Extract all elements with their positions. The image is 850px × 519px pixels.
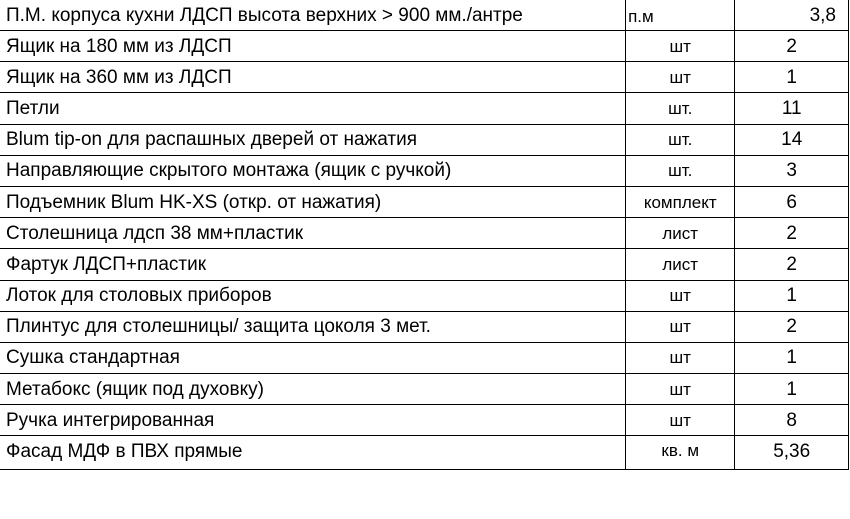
item-unit-cell[interactable]: п.м [626, 0, 735, 31]
item-qty-cell[interactable]: 2 [735, 249, 849, 280]
item-qty-cell[interactable]: 2 [735, 218, 849, 249]
table-row [0, 31, 849, 62]
table-row [0, 186, 849, 217]
item-name-cell[interactable]: Направляющие скрытого монтажа (ящик с ручкой) [0, 155, 626, 186]
item-unit-cell[interactable]: кв. м [626, 436, 735, 470]
item-name-cell[interactable]: Ручка интегрированная [0, 405, 626, 436]
table-row [0, 0, 849, 31]
table-row [0, 218, 849, 249]
item-unit-cell[interactable]: комплект [626, 186, 735, 217]
item-name-cell[interactable]: Метабокс (ящик под духовку) [0, 374, 626, 405]
table-row [0, 374, 849, 405]
item-unit-cell[interactable]: шт [626, 31, 735, 62]
item-unit-cell[interactable]: шт. [626, 124, 735, 155]
item-qty-cell[interactable]: 14 [735, 124, 849, 155]
item-name-cell[interactable]: Сушка стандартная [0, 342, 626, 373]
item-unit-cell[interactable]: шт [626, 342, 735, 373]
table-row [0, 93, 849, 124]
item-name-cell[interactable]: Blum tip-on для распашных дверей от нажатия [0, 124, 626, 155]
table-row [0, 62, 849, 93]
item-name-cell[interactable]: Лоток для столовых приборов [0, 280, 626, 311]
item-qty-cell[interactable]: 1 [735, 62, 849, 93]
table-row [0, 405, 849, 436]
item-name-cell[interactable]: Фасад МДФ в ПВХ прямые [0, 436, 626, 470]
table-row [0, 436, 849, 470]
item-qty-cell[interactable]: 6 [735, 186, 849, 217]
item-name-cell[interactable]: Столешница лдсп 38 мм+пластик [0, 218, 626, 249]
table-row [0, 311, 849, 342]
item-qty-cell[interactable]: 11 [735, 93, 849, 124]
table-row [0, 280, 849, 311]
item-qty-cell[interactable]: 5,36 [735, 436, 849, 470]
item-qty-cell[interactable]: 3 [735, 155, 849, 186]
item-name-cell[interactable]: П.М. корпуса кухни ЛДСП высота верхних > 900 мм./антре [0, 0, 626, 31]
table-row [0, 342, 849, 373]
item-qty-cell[interactable]: 1 [735, 342, 849, 373]
item-unit-cell[interactable]: шт. [626, 93, 735, 124]
item-unit-cell[interactable]: лист [626, 249, 735, 280]
item-qty-cell[interactable]: 8 [735, 405, 849, 436]
item-name-cell[interactable]: Ящик на 360 мм из ЛДСП [0, 62, 626, 93]
item-qty-cell[interactable]: 3,8 [735, 0, 849, 31]
item-qty-cell[interactable]: 2 [735, 311, 849, 342]
item-unit-cell[interactable]: шт [626, 280, 735, 311]
table-row [0, 249, 849, 280]
item-name-cell[interactable]: Ящик на 180 мм из ЛДСП [0, 31, 626, 62]
table-row [0, 155, 849, 186]
item-name-cell[interactable]: Плинтус для столешницы/ защита цоколя 3 мет. [0, 311, 626, 342]
item-qty-cell[interactable]: 1 [735, 374, 849, 405]
item-unit-cell[interactable]: шт [626, 311, 735, 342]
table-row [0, 124, 849, 155]
item-name-cell[interactable]: Фартук ЛДСП+пластик [0, 249, 626, 280]
item-unit-cell[interactable]: шт. [626, 155, 735, 186]
item-name-cell[interactable]: Подъемник Blum HK-XS (откр. от нажатия) [0, 186, 626, 217]
item-qty-cell[interactable]: 1 [735, 280, 849, 311]
item-unit-cell[interactable]: шт [626, 374, 735, 405]
item-name-cell[interactable]: Петли [0, 93, 626, 124]
item-unit-cell[interactable]: шт [626, 405, 735, 436]
item-unit-cell[interactable]: лист [626, 218, 735, 249]
item-qty-cell[interactable]: 2 [735, 31, 849, 62]
item-unit-cell[interactable]: шт [626, 62, 735, 93]
